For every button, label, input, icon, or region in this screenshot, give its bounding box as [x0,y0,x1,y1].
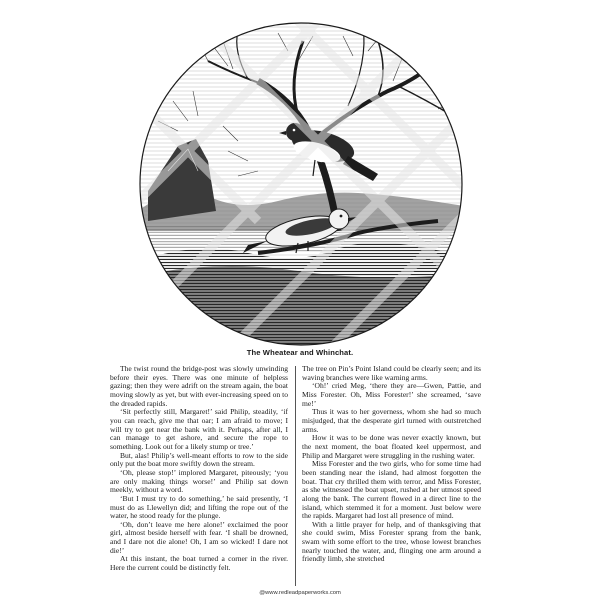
website-footer: @www.redleadpaperworks.com [259,590,341,596]
paragraph: ‘Sit perfectly still, Margaret!’ said Philip, steadily, ‘if you can reach, give me that oar; I am afraid to move; I will try to get near the bank with it. Perhaps, after all, I can manage to get ashore, and secure the rope to something. Look out for a likely stump or tree.’ [110,407,288,451]
illustration-caption: The Wheatear and Whinchat. [246,348,354,357]
paragraph: ‘But I must try to do something,’ he said presently, ‘I must do as Llewellyn did; and lifting the rope out of the water, he stood ready for the plunge. [110,493,288,521]
paragraph: But, alas! Philip’s well-meant efforts to row to the side only put the boat more swiftly down the stream. [110,450,288,469]
paragraph: Miss Forester and the two girls, who for some time had been standing near the island, had almost forgotten the boat. That cry thrilled them with terror, and Miss Forester, as she witnessed the boat upset, rushed at her utmost speed along the bank. The current flowed in a direct line to the island, which stemmed it for a moment. Just below were the rapids. Margaret had lost all presence of mind. [302,459,481,521]
right-text-column [302,365,481,587]
paragraph: ‘Oh!’ cried Meg, ‘there they are—Gwen, Pattie, and Miss Forester. Oh, Miss Forester!’ she screamed, ‘save me!’ [302,381,481,408]
paragraph: The twist round the bridge-post was slowly unwinding before their eyes. There was one minute of helpless gazing; then they were adrift on the stream again, the boat moving slowly as yet, but with ever-increasing speed on to the dreaded rapids. [110,365,288,408]
engraving-svg [138,21,464,347]
paragraph: With a little prayer for help, and of thanksgiving that she could swim, Miss Forester sprang from the bank, swam with some effort to the tree, whose lowest branches nearly touched the water, and, flinging one arm around a friendly limb, she stretched [302,519,481,564]
left-text-column [110,365,288,587]
paragraph: How it was to be done was never exactly known, but the next moment, the boat floated keel uppermost, and Philip and Margaret were struggling in the rushing water. [302,433,481,460]
paragraph: At this instant, the boat turned a corner in the river. Here the current could be distinctly felt. [110,554,288,573]
paragraph: Thus it was to her governess, whom she had so much misjudged, that the desperate girl turned with outstretched arms. [302,407,481,434]
wheatear-whinchat-illustration [138,21,464,347]
paragraph: The tree on Pin’s Point Island could be clearly seen; and its waving branches were like warning arms. [302,365,481,382]
column-divider [295,366,296,586]
paragraph: ‘Oh, don’t leave me here alone!’ exclaimed the poor girl, almost beside herself with fear. ‘I shall be drowned, and I dare not die alone! Oh, I am so wicked! I dare not die!’ [110,519,288,555]
paragraph: ‘Oh, please stop!’ implored Margaret, piteously; ‘you are only making things worse!’ and Philip sat down meekly, without a word. [110,467,288,495]
